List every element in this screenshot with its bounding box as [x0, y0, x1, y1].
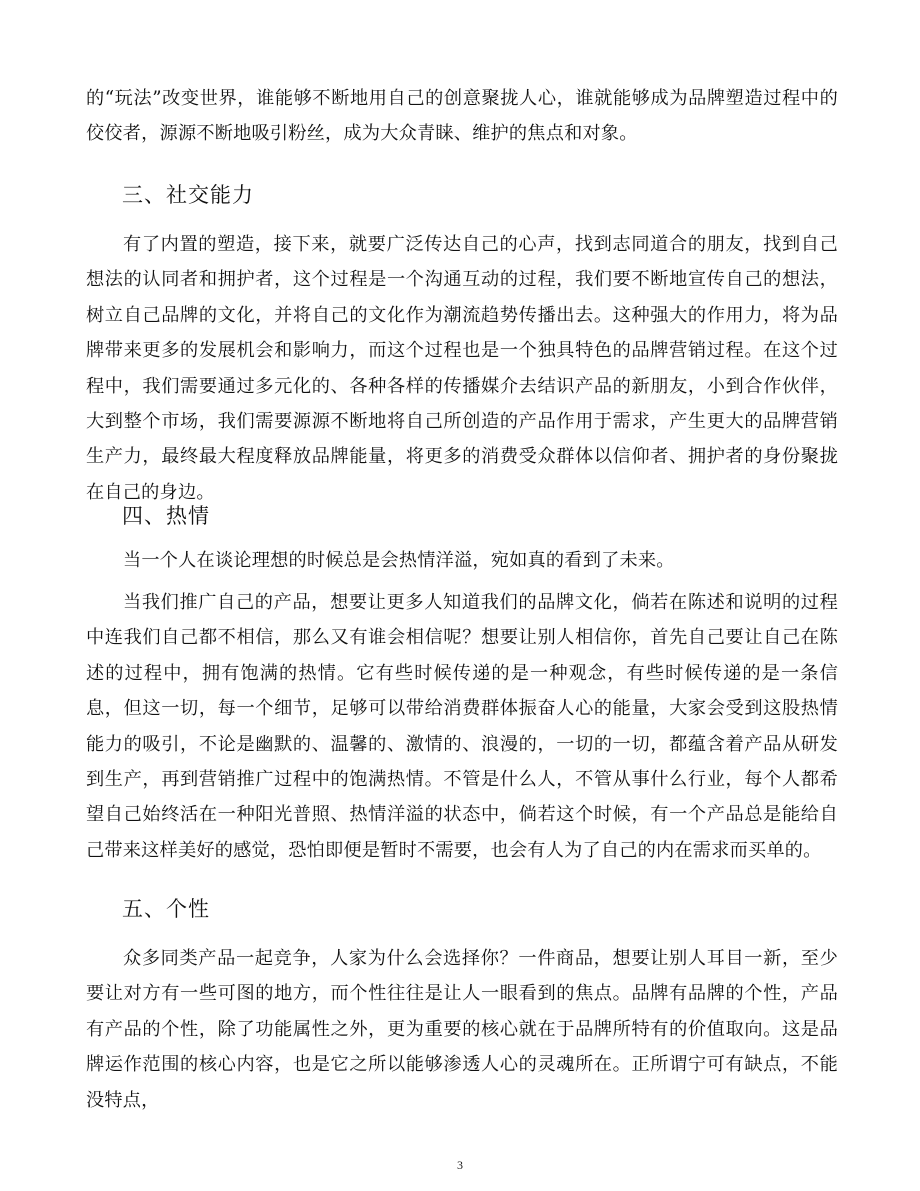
paragraph-personality: 众多同类产品一起竞争，人家为什么会选择你？一件商品，想要让别人耳目一新，至少要让对方有一些可图的地方，而个性往往是让人一眼看到的焦点。品牌有品牌的个性，产品有产品的个性，除了功能属性之外，更为重要的核心就在于品牌所特有的价值取向。这是品牌运作范围的核心内容，也是它之所以能够渗透人心的灵魂所在。正所谓宁可有缺点，不能没特点，: [86, 948, 838, 1111]
section-heading-personality: 五、个性: [122, 897, 210, 921]
paragraph-passion-intro: 当一个人在谈论理想的时候总是会热情洋溢，宛如真的看到了未来。: [123, 550, 675, 571]
paragraph-passion-body: 当我们推广自己的产品，想要让更多人知道我们的品牌文化，倘若在陈述和说明的过程中连我们自己都不相信，那么又有谁会相信呢？想要让别人相信你，首先自己要让自己在陈述的过程中，拥有饱满的热情。它有些时候传递的是一种观念，有些时候传递的是一条信息，但这一切，每一个细节，足够可以带给消费群体振奋人心的能量，大家会受到这股热情能力的吸引，不论是幽默的、温馨的、激情的、浪漫的，一切的一切，都蕴含着产品从研发到生产，再到营销推广过程中的饱满热情。不管是什么人，不管从事什么行业，每个人都希望自己始终活在一种阳光普照、热情洋溢的状态中，倘若这个时候，有一个产品总是能给自己带来这样美好的感觉，恐怕即便是暂时不需要，也会有人为了自己的内在需求而买单的。: [86, 592, 838, 861]
paragraph-social-ability: 有了内置的塑造，接下来，就要广泛传达自己的心声，找到志同道合的朋友，找到自己想法的认同者和拥护者，这个过程是一个沟通互动的过程，我们要不断地宣传自己的想法，树立自己品牌的文化，并将自己的文化作为潮流趋势传播出去。这种强大的作用力，将为品牌带来更多的发展机会和影响力，而这个过程也是一个独具特色的品牌营销过程。在这个过程中，我们需要通过多元化的、各种各样的传播媒介去结识产品的新朋友，小到合作伙伴，大到整个市场，我们需要源源不断地将自己所创造的产品作用于需求，产生更大的品牌营销生产力，最终最大程度释放品牌能量，将更多的消费受众群体以信仰者、拥护者的身份聚拢在自己的身边。: [86, 234, 838, 503]
page-number: 3: [457, 1158, 463, 1172]
paragraph-continued: 的“玩法”改变世界，谁能够不断地用自己的创意聚拢人心，谁就能够成为品牌塑造过程中的佼佼者，源源不断地吸引粉丝，成为大众青睐、维护的焦点和对象。: [86, 88, 838, 145]
section-heading-passion: 四、热情: [122, 504, 210, 528]
section-heading-social-ability: 三、社交能力: [122, 183, 254, 207]
